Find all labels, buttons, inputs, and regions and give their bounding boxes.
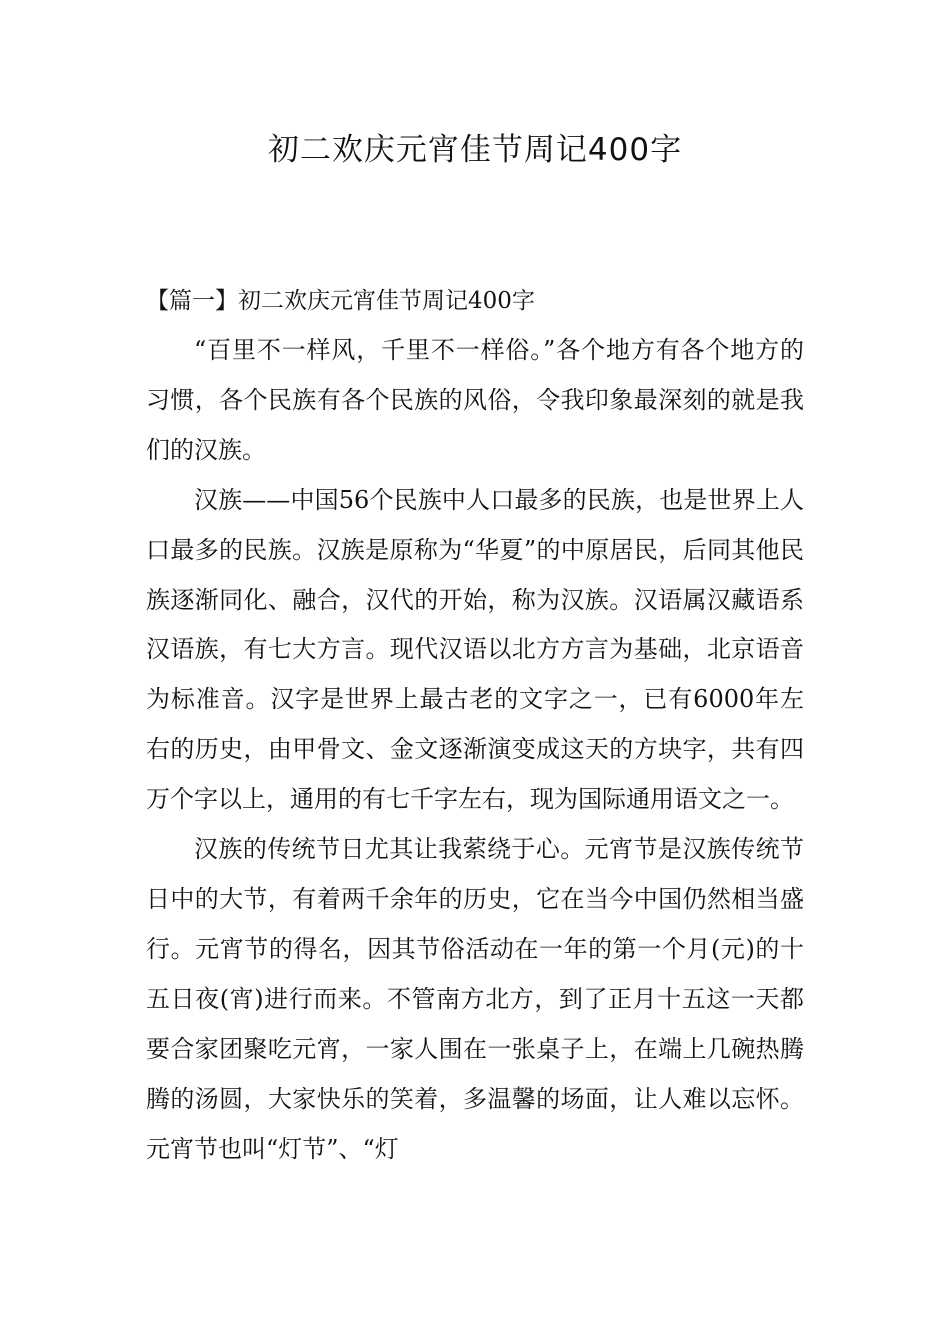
document-body: [146, 276, 804, 1174]
document-title: 初二欢庆元宵佳节周记400字: [267, 132, 683, 168]
paragraph-2: 汉族——中国56个民族中人口最多的民族，也是世界上人口最多的民族。汉族是原称为“华夏”的中原居民，后同其他民族逐渐同化、融合，汉代的开始，称为汉族。汉语属汉藏语系汉语族，有七大方言。现代汉语以北方方言为基础，北京语音为标准音。汉字是世界上最古老的文字之一，已有6000年左右的历史，由甲骨文、金文逐渐演变成这天的方块字，共有四万个字以上，通用的有七千字左右，现为国际通用语文之一。: [146, 485, 804, 814]
paragraph-3: 汉族的传统节日尤其让我萦绕于心。元宵节是汉族传统节日中的大节，有着两千余年的历史，它在当今中国仍然相当盛行。元宵节的得名，因其节俗活动在一年的第一个月(元)的十五日夜(宵)进行而来。不管南方北方，到了正月十五这一天都要合家团聚吃元宵，一家人围在一张桌子上，在端上几碗热腾腾的汤圆，大家快乐的笑着，多温馨的场面，让人难以忘怀。元宵节也叫“灯节”、“灯: [146, 835, 804, 1163]
section-heading: 【篇一】初二欢庆元宵佳节周记400字: [146, 288, 535, 314]
paragraph-1: “百里不一样风，千里不一样俗。”各个地方有各个地方的习惯，各个民族有各个民族的风俗，令我印象最深刻的就是我们的汉族。: [146, 336, 804, 464]
